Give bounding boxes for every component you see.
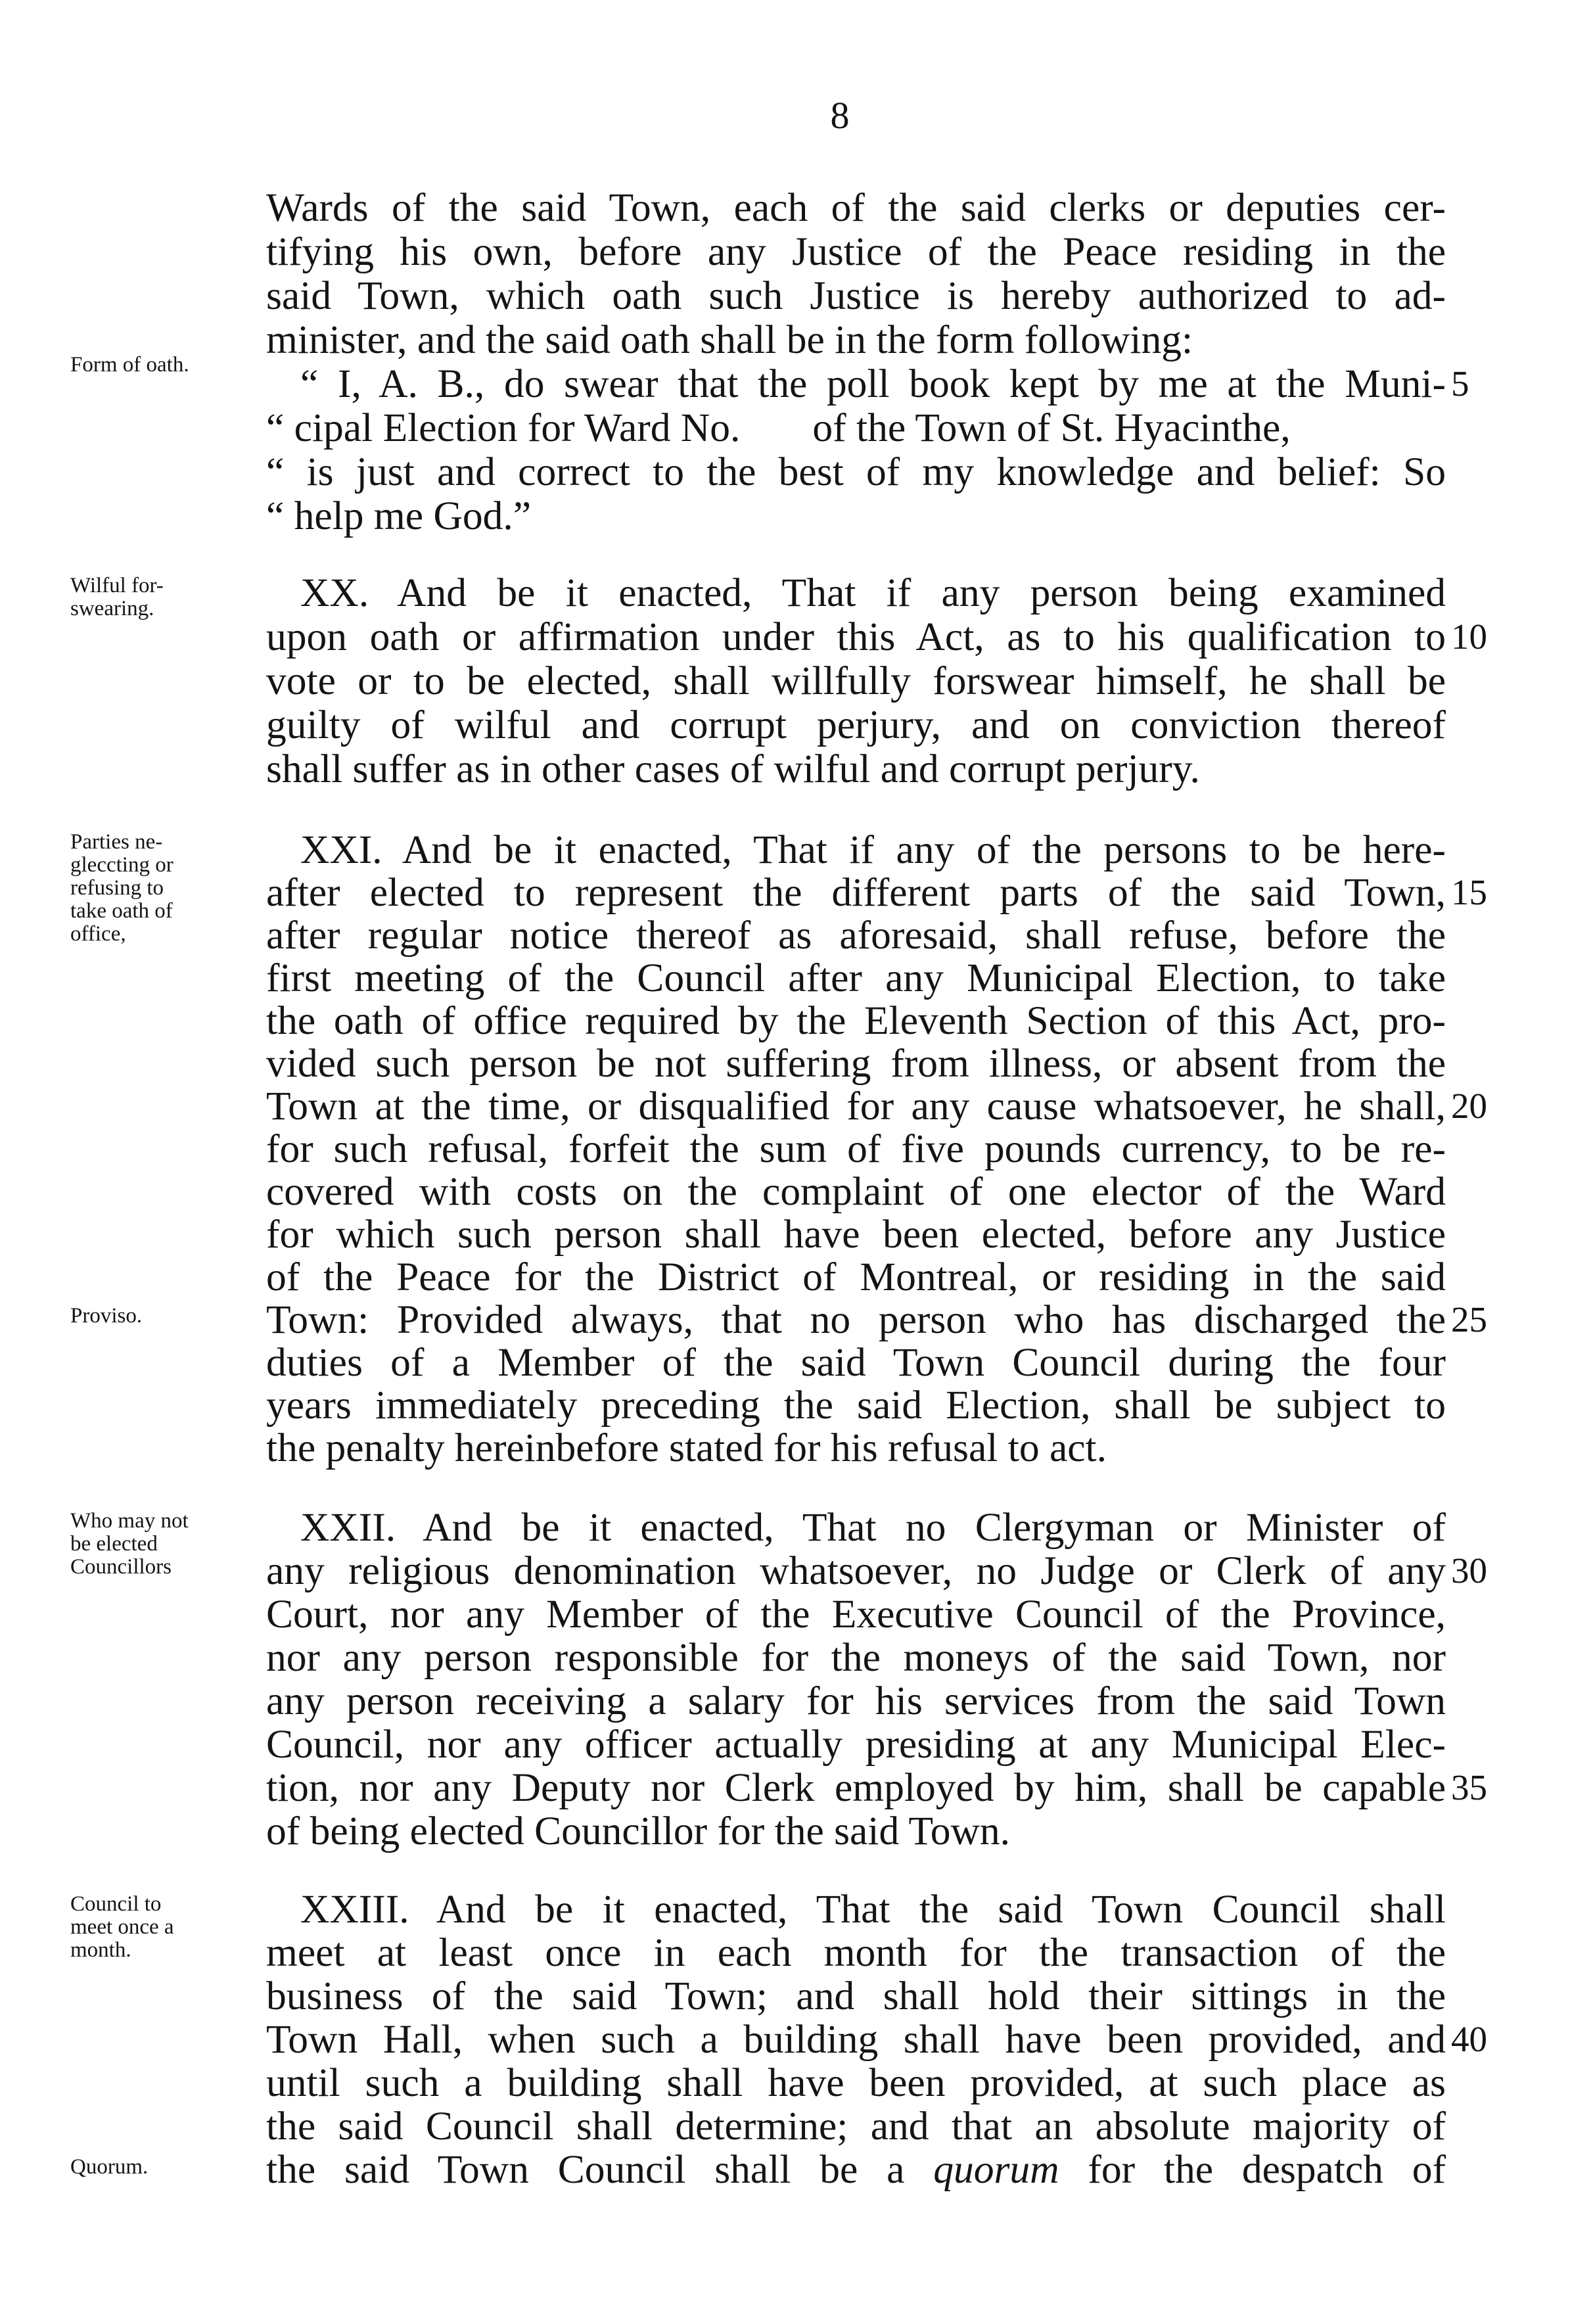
section-xxiii-line: until such a building shall have been provided, at such place as xyxy=(266,2060,1446,2105)
text-run: for the despatch of xyxy=(1088,2147,1446,2192)
section-xxiii-line: Town Hall, when such a building shall have been provided, and xyxy=(266,2017,1446,2062)
margin-note-quorum xyxy=(70,2156,267,2179)
section-xx-line: vote or to be elected, shall willfully forswear himself, he shall be xyxy=(266,659,1446,703)
section-xxi-line: Town at the time, or disqualified for any cause whatsoever, he shall, xyxy=(266,1084,1446,1128)
line-number: 15 xyxy=(1451,872,1487,912)
section-xxi-line: the oath of office required by the Eleventh Section of this Act, pro- xyxy=(266,998,1446,1043)
italic-term: quorum xyxy=(933,2147,1059,2192)
margin-note-line: Who may not xyxy=(70,1509,189,1533)
oath-line xyxy=(266,406,1446,450)
margin-note-line: Wilful for- xyxy=(70,574,164,597)
margin-note-council-meet xyxy=(70,1893,267,1962)
section-xxii-line: any religious denomination whatsoever, no Judge or Clerk of any xyxy=(266,1548,1446,1593)
line-number: 35 xyxy=(1451,1767,1487,1807)
margin-note-form-of-oath xyxy=(70,354,267,377)
section-xxii-line: tion, nor any Deputy nor Clerk employed by him, shall be capable xyxy=(266,1765,1446,1810)
margin-note-line: gleccting or xyxy=(70,853,173,877)
section-xxi-line: vided such person be not suffering from illness, or absent from the xyxy=(266,1041,1446,1086)
margin-note-line: meet once a xyxy=(70,1915,174,1939)
section-xxi-line: after elected to represent the different parts of the said Town, xyxy=(266,870,1446,915)
margin-note-line: Council to xyxy=(70,1892,162,1916)
margin-note-wilful-forswearing xyxy=(70,574,267,620)
margin-note-line: Proviso. xyxy=(70,1304,143,1328)
text-line: Wards of the said Town, each of the said clerks or deputies cer- xyxy=(266,185,1446,230)
margin-note-proviso xyxy=(70,1305,267,1328)
section-xxii-line: XXII. And be it enacted, That no Clergyman or Minister of xyxy=(300,1505,1446,1550)
section-xxii-line: nor any person responsible for the moneys of the said Town, nor xyxy=(266,1635,1446,1680)
margin-note-refusing-oath xyxy=(70,831,267,946)
line-number: 30 xyxy=(1451,1550,1487,1591)
section-xxi-line: first meeting of the Council after any Municipal Election, to take xyxy=(266,956,1446,1000)
line-number: 20 xyxy=(1451,1086,1487,1126)
margin-note-line: Councillors xyxy=(70,1555,172,1579)
section-xxi-line: duties of a Member of the said Town Council during the four xyxy=(266,1340,1446,1385)
section-xxi-line: for such refusal, forfeit the sum of five pounds currency, to be re- xyxy=(266,1127,1446,1171)
section-xxi-line: covered with costs on the complaint of one elector of the Ward xyxy=(266,1169,1446,1214)
oath-line: “ is just and correct to the best of my knowledge and belief: So xyxy=(266,450,1446,494)
section-xxi-line: the penalty hereinbefore stated for his refusal to act. xyxy=(266,1426,1107,1470)
margin-note-line: be elected xyxy=(70,1532,158,1556)
margin-note-line: Form of oath. xyxy=(70,353,189,377)
margin-note-line: refusing to xyxy=(70,876,164,900)
section-xxi-line: after regular notice thereof as aforesaid, shall refuse, before the xyxy=(266,913,1446,958)
line-number: 5 xyxy=(1451,363,1469,404)
page-number: 8 xyxy=(830,94,850,137)
section-xxiii-line: meet at least once in each month for the transaction of the xyxy=(266,1930,1446,1975)
line-number: 10 xyxy=(1451,616,1487,657)
margin-note-line: take oath of xyxy=(70,899,173,923)
section-xxiii-line: the said Council shall determine; and that an absolute majority of xyxy=(266,2104,1446,2149)
text-line: said Town, which oath such Justice is hereby authorized to ad- xyxy=(266,273,1446,318)
section-xxiii-line: business of the said Town; and shall hold their sittings in the xyxy=(266,1974,1446,2018)
section-xxi-line: years immediately preceding the said Election, shall be subject to xyxy=(266,1383,1446,1428)
oath-line: “ help me God.” xyxy=(266,494,532,538)
section-xxii-line: Court, nor any Member of the Executive Council of the Province, xyxy=(266,1592,1446,1637)
oath-line: “ I, A. B., do swear that the poll book kept by me at the Muni- xyxy=(300,361,1446,406)
section-xxi-line: XXI. And be it enacted, That if any of the persons to be here- xyxy=(300,827,1446,872)
section-xxii-line: Council, nor any officer actually presiding at any Municipal Elec- xyxy=(266,1722,1446,1767)
text-line: tifying his own, before any Justice of the Peace residing in the xyxy=(266,229,1446,274)
section-xxi-line: of the Peace for the District of Montreal, or residing in the said xyxy=(266,1255,1446,1299)
section-xx-line: guilty of wilful and corrupt perjury, and on conviction thereof xyxy=(266,703,1446,747)
margin-note-line: Parties ne- xyxy=(70,830,163,854)
section-xxi-line: Town: Provided always, that no person who has discharged the xyxy=(266,1297,1446,1342)
text-line: minister, and the said oath shall be in the form following: xyxy=(266,317,1193,362)
section-xx-line: upon oath or affirmation under this Act, as to his qualification to xyxy=(266,615,1446,659)
section-xxi-line: for which such person shall have been elected, before any Justice xyxy=(266,1212,1446,1257)
margin-note-line: month. xyxy=(70,1938,131,1962)
margin-note-who-may-not xyxy=(70,1510,267,1579)
section-xxii-line: any person receiving a salary for his services from the said Town xyxy=(266,1679,1446,1723)
section-xx-line: XX. And be it enacted, That if any person being examined xyxy=(300,570,1446,615)
oath-line-part: of the Town of St. Hyacinthe, xyxy=(812,406,1291,450)
text-run: the said Town Council shall be a xyxy=(266,2147,905,2192)
section-xxii-line: of being elected Councillor for the said Town. xyxy=(266,1809,1011,1853)
line-number: 25 xyxy=(1451,1299,1487,1339)
line-number: 40 xyxy=(1451,2019,1487,2059)
margin-note-line: office, xyxy=(70,922,126,946)
section-xxiii-line: XXIII. And be it enacted, That the said Town Council shall xyxy=(300,1887,1446,1932)
section-xx-line: shall suffer as in other cases of wilful and corrupt perjury. xyxy=(266,747,1200,791)
margin-note-line: Quorum. xyxy=(70,2155,149,2179)
section-xxiii-line xyxy=(266,2147,1446,2192)
margin-note-line: swearing. xyxy=(70,597,154,620)
oath-line-part: “ cipal Election for Ward No. xyxy=(266,406,741,450)
